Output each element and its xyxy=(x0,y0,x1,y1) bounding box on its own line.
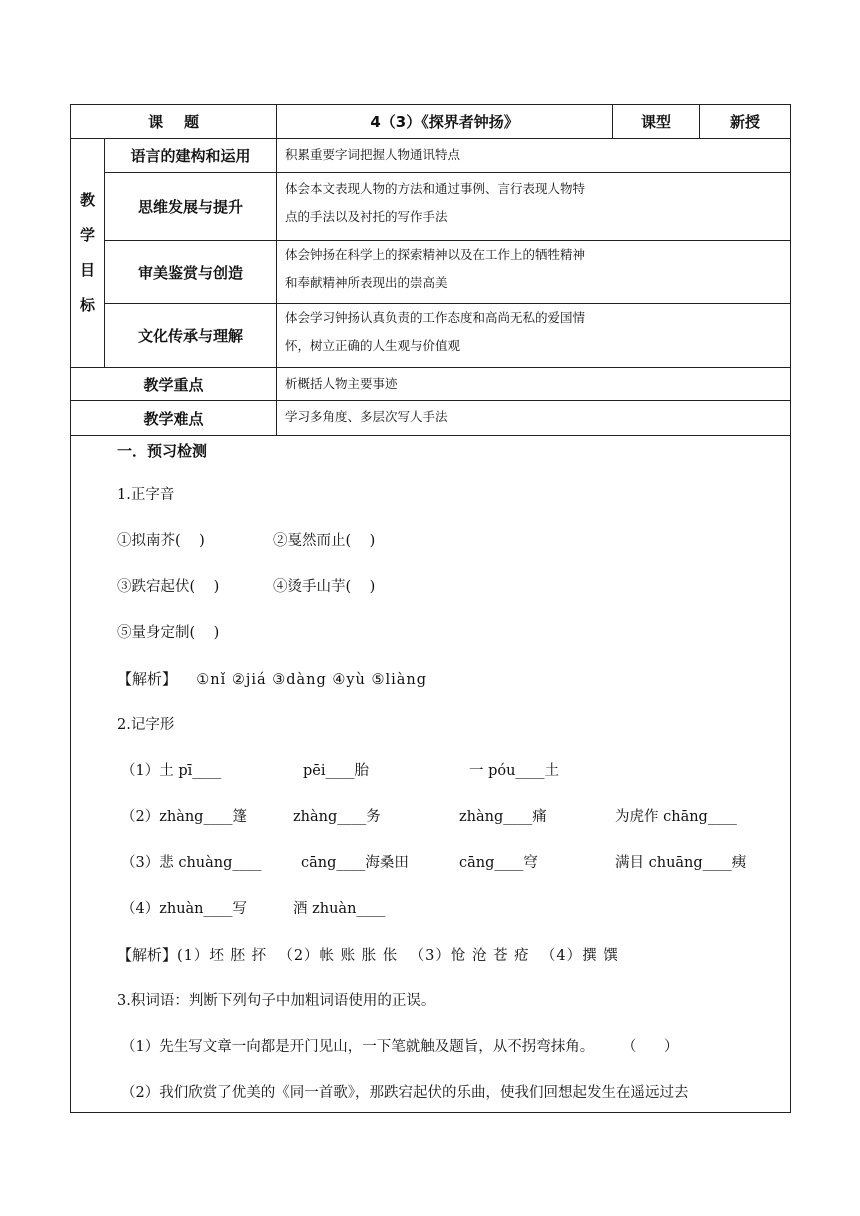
q3-item-1: （1）先生写文章一向都是开门见山，一下笔就触及题旨，从不拐弯抹角。 （ ） xyxy=(121,1039,679,1055)
topic-label: 课 题 xyxy=(71,105,277,139)
difficulty-value: 学习多角度、多层次写人手法 xyxy=(277,401,791,436)
difficulty-row xyxy=(71,401,791,436)
objective-row-culture xyxy=(71,304,791,368)
objective-row-aesthetic xyxy=(71,241,791,304)
q1-row-2 xyxy=(117,576,790,622)
q2-item: （2）zhàng xyxy=(121,809,204,825)
q2-blank: ____写 xyxy=(203,901,248,917)
objective-row-thinking xyxy=(71,173,791,241)
q3-title: 3.积词语：判断下列句子中加粗词语使用的正误。 xyxy=(117,993,436,1009)
objectives-char-2: 学 xyxy=(79,226,95,244)
lesson-plan-table xyxy=(70,104,791,1113)
q2-row-3 xyxy=(121,852,790,898)
q1-item: ④烫手山芋( ) xyxy=(273,579,376,595)
q2-item: 为虎作 chāng xyxy=(615,809,708,825)
objective-value-language xyxy=(277,139,791,173)
q1-title: 1.正字音 xyxy=(117,487,175,503)
objective-label-culture: 文化传承与理解 xyxy=(105,304,277,368)
answer-label: 【解析】 xyxy=(117,670,178,688)
q2-blank: ____穹 xyxy=(494,855,538,871)
q2-answer xyxy=(117,944,790,990)
q1-item: ⑤量身定制( ) xyxy=(117,625,220,641)
q1-row-3 xyxy=(117,622,790,668)
key-point-row xyxy=(71,368,791,401)
objective-line: 怀，树立正确的人生观与价值观 xyxy=(285,338,461,353)
answer-label: 【解析】 xyxy=(117,946,178,964)
objective-line: 点的手法以及衬托的写作手法 xyxy=(285,209,448,224)
q2-blank: ____痛 xyxy=(503,809,547,825)
q2-blank: ____ xyxy=(232,855,262,871)
section-title: 一．预习检测 xyxy=(117,442,208,460)
q2-blank: ____胎 xyxy=(325,763,370,779)
q2-item: 一 póu xyxy=(469,763,516,779)
q2-blank: ____ xyxy=(356,901,386,917)
objective-value-culture xyxy=(277,304,791,368)
q2-item: cāng xyxy=(301,855,337,871)
q2-item: zhàng xyxy=(293,809,338,825)
objective-line: 体会学习钟扬认真负责的工作态度和高尚无私的爱国情 xyxy=(285,310,586,325)
header-row xyxy=(71,105,791,139)
q2-item: （3）悲 chuàng xyxy=(121,855,233,871)
content-row xyxy=(71,436,791,1113)
objective-label-language: 语言的建构和运用 xyxy=(105,139,277,173)
objective-line: 和奉献精神所表现出的崇高美 xyxy=(285,275,448,290)
q2-item: pēi xyxy=(303,763,326,779)
q2-item: （4）zhuàn xyxy=(121,901,204,917)
q2-blank: ____ xyxy=(192,763,222,779)
objective-line: 积累重要字词把握人物通讯特点 xyxy=(285,147,461,162)
answer-text: (1）坯 胚 抔 （2）帐 账 胀 伥 （3）怆 沧 苍 疮 （4）撰 馔 xyxy=(177,948,619,964)
q1-answer xyxy=(117,668,790,714)
q2-row-1 xyxy=(121,760,790,806)
q2-item: 酒 zhuàn xyxy=(293,901,357,917)
q2-item: 满目 chuāng xyxy=(615,855,703,871)
q2-row-4 xyxy=(121,898,790,944)
q2-blank: ____ xyxy=(707,809,737,825)
objectives-char-3: 目 xyxy=(79,261,95,279)
objective-label-aesthetic: 审美鉴赏与创造 xyxy=(105,241,277,304)
q2-blank: ____痍 xyxy=(702,855,747,871)
q2-blank: ____务 xyxy=(337,809,381,825)
type-label: 课型 xyxy=(613,105,700,139)
q2-blank: ____篷 xyxy=(203,809,247,825)
q2-blank: ____海桑田 xyxy=(336,855,409,871)
objective-row-language xyxy=(71,139,791,173)
q1-item: ②戛然而止( ) xyxy=(273,533,376,549)
q2-row-2 xyxy=(121,806,790,852)
topic-value: 4（3）《探界者钟扬》 xyxy=(277,105,613,139)
objectives-group-label xyxy=(71,139,105,368)
q2-title: 2.记字形 xyxy=(117,717,175,733)
objectives-char-1: 教 xyxy=(79,191,95,209)
objective-line: 体会钟扬在科学上的探索精神以及在工作上的牺牲精神 xyxy=(285,247,586,262)
q1-item: ①拟南芥( ) xyxy=(117,533,205,549)
objective-value-aesthetic xyxy=(277,241,791,304)
q2-item: cāng xyxy=(459,855,495,871)
objective-line: 体会本文表现人物的方法和通过事例、言行表现人物特 xyxy=(285,181,586,196)
q1-row-1 xyxy=(117,530,790,576)
q2-blank: ____土 xyxy=(515,763,559,779)
objective-value-thinking xyxy=(277,173,791,241)
q3-item-2: （2）我们欣赏了优美的《同一首歌》，那跌宕起伏的乐曲，使我们回想起发生在遥远过去 xyxy=(121,1085,689,1101)
key-point-value: 析概括人物主要事迹 xyxy=(277,368,791,401)
objectives-char-4: 标 xyxy=(79,296,95,314)
content-cell xyxy=(71,436,791,1113)
type-value: 新授 xyxy=(700,105,791,139)
q1-item: ③跌宕起伏( ) xyxy=(117,579,220,595)
q2-item: （1）土 pī xyxy=(121,763,193,779)
key-point-label: 教学重点 xyxy=(71,368,277,401)
difficulty-label: 教学难点 xyxy=(71,401,277,436)
objective-label-thinking: 思维发展与提升 xyxy=(105,173,277,241)
content-body xyxy=(71,436,790,1112)
q2-item: zhàng xyxy=(459,809,504,825)
answer-text: ①nǐ ②jiá ③dàng ④yù ⑤liàng xyxy=(196,672,428,688)
